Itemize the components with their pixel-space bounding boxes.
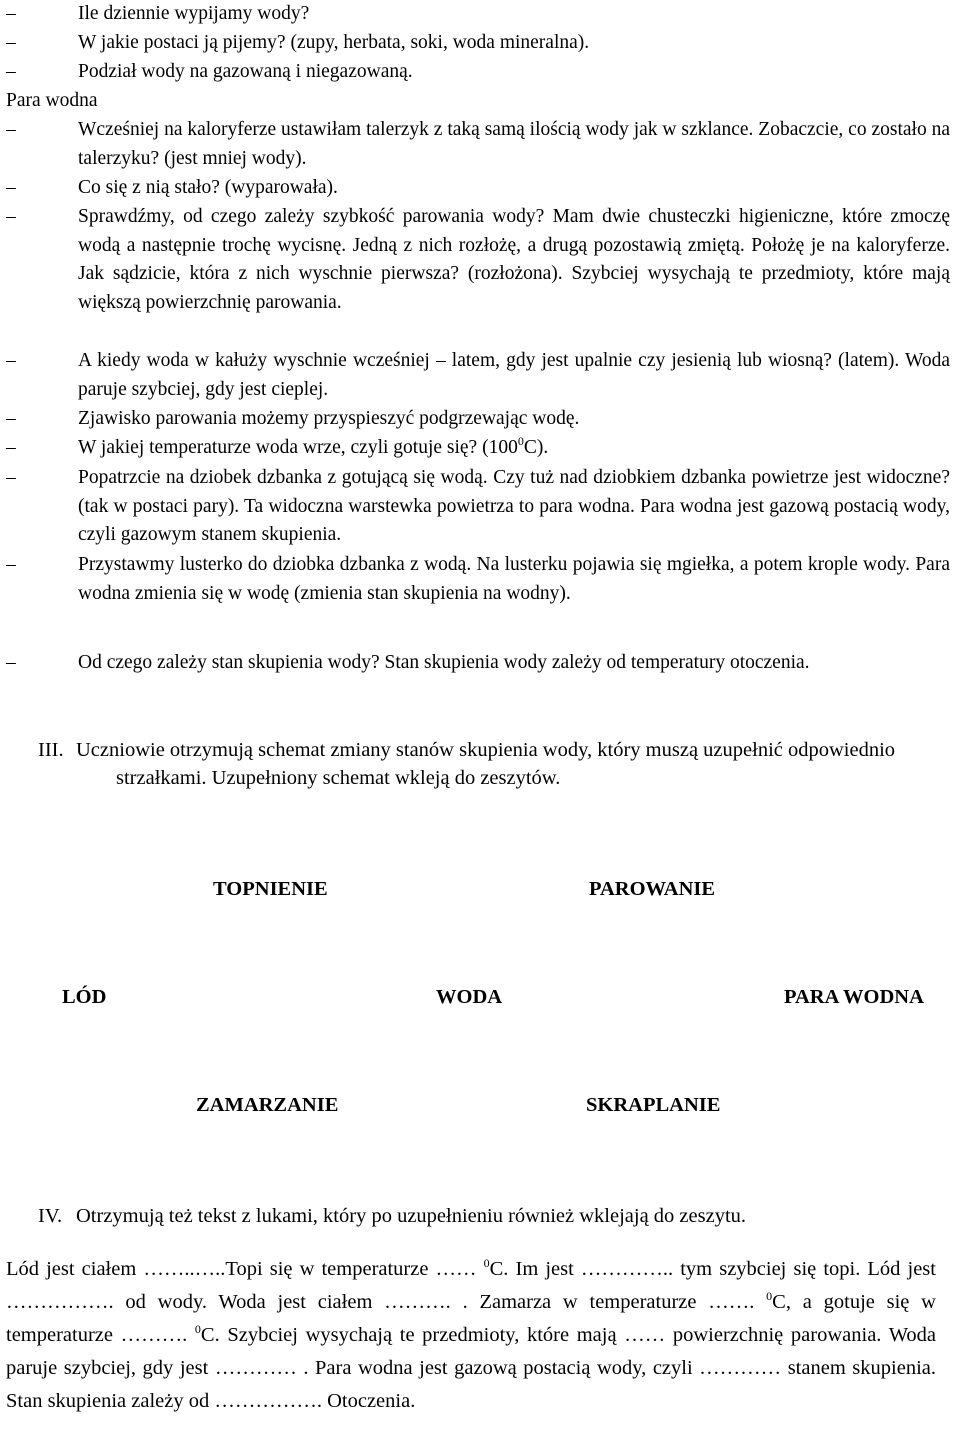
dash-bullet: – [6,408,16,429]
section-four [38,1202,953,1230]
dash-bullet: – [6,437,16,458]
list-item-text: Zjawisko parowania możemy przyspieszyć podgrzewając wodę. [78,408,580,429]
dash-bullet: – [6,177,16,198]
list-item [6,551,950,608]
list-item [6,405,950,434]
cloze-part: C, a gotuje się w temperaturze ………. [6,1291,936,1346]
label-para-wodna: PARA WODNA [784,986,924,1008]
list-item [6,434,950,463]
list-item [6,29,950,58]
list-item-text: Podział wody na gazowaną i niegazowaną. [78,61,413,82]
label-zamarzanie: ZAMARZANIE [196,1094,339,1116]
list-item [6,174,950,203]
list-item-text: Przystawmy lusterko do dziobka dzbanka z wodą. Na lusterku pojawia się mgiełka, a potem krople wody. Para wodna zmienia się w wodę (zmienia stan skupienia na wodny). [78,554,950,604]
cloze-part: Lód jest ciałem ……..…..Topi się w temperaturze …… [6,1258,484,1280]
section-three [38,736,953,792]
list-item-text: A kiedy woda w kałuży wyschnie wcześniej – latem, gdy jest upalnie czy jesienią lub wiosną? (latem). Woda paruje szybciej, gdy jest cieplej. [78,350,950,400]
dash-bullet: – [6,467,16,488]
list-item-text: Popatrzcie na dziobek dzbanka z gotującą się wodą. Czy tuż nad dziobkiem dzbanka powietrze jest widoczne? (tak w postaci pary). Ta widoczna warstewka powietrza to para wodna. Para wodna jest gazową postacią wody, czyli gazowym stanem skupienia. [78,467,950,546]
degree-superscript: 0 [194,1322,201,1336]
dash-bullet: – [6,3,16,24]
dash-bullet: – [6,652,16,673]
dash-bullet: – [6,206,16,227]
section-number: IV. [38,1205,63,1227]
list-item-text: Od czego zależy stan skupienia wody? Stan skupienia wody zależy od temperatury otoczenia. [78,652,810,673]
label-parowanie: PAROWANIE [589,878,716,900]
subheading-para-wodna: Para wodna [6,90,98,111]
degree-superscript: 0 [483,1256,490,1270]
degree-superscript: 0 [517,434,524,448]
degree-superscript: 0 [766,1289,773,1303]
cloze-paragraph [6,1253,936,1418]
list-item-text: Ile dziennie wypijamy wody? [78,3,310,24]
section-text: Otrzymują też tekst z lukami, który po uzupełnieniu również wklejają do zeszytu. [76,1205,747,1227]
list-item-text: Co się z nią stało? (wyparowała). [78,177,338,198]
section-number: III. [38,739,64,761]
list-item [6,203,950,317]
dash-bullet: – [6,61,16,82]
list-item [6,116,950,173]
dash-bullet: – [6,32,16,53]
dash-bullet: – [6,119,16,140]
label-lod: LÓD [62,986,107,1008]
list-item-text: W jakie postaci ją pijemy? (zupy, herbata, soki, woda mineralna). [78,32,590,53]
dash-bullet: – [6,554,16,575]
text-part: W jakiej temperaturze woda wrze, czyli gotuje się? (100 [78,437,518,458]
cloze-part: C. Szybciej wysychają te przedmioty, które mają …… powierzchnię parowania. Woda paruje szybciej, gdy jest ………… . Para wodna jest gazową postacią wody, czyli ………… stanem skupienia. Stan skupienia zależy od ……………. Otoczenia. [6,1324,936,1412]
list-item-text: Wcześniej na kaloryferze ustawiłam talerzyk z taką samą ilością wody jak w szklance. Zobaczcie, co zostało na talerzyku? (jest mniej wody). [78,119,950,169]
list-item [6,464,950,550]
cloze-part: C. Im jest ………….. tym szybciej się topi. Lód jest ……………. od wody. Woda jest ciałem ………. . Zamarza w temperaturze ……. [6,1258,936,1313]
list-item [6,649,950,678]
list-item-text: Sprawdźmy, od czego zależy szybkość parowania wody? Mam dwie chusteczki higieniczne, które zmoczę wodą a następnie trochę wycisnę. Jedną z nich rozłożę, a drugą pozostawią zmiętą. Położę je na kaloryferze. Jak sądzicie, która z nich wyschnie pierwsza? (rozłożona). Szybciej wysychają te przedmioty, które mają większą powierzchnię parowania. [78,206,950,313]
list-item [6,58,950,87]
label-topnienie: TOPNIENIE [213,878,328,900]
list-item [6,0,950,29]
text-part: C). [523,437,549,458]
dash-bullet: – [6,350,16,371]
list-item [6,347,950,404]
section-text: Uczniowie otrzymują schemat zmiany stanów skupienia wody, który muszą uzupełnić odpowiednio strzałkami. Uzupełniony schemat wkleją do zeszytów. [76,739,896,789]
label-woda: WODA [436,986,503,1008]
list-item-text [78,434,950,463]
label-skraplanie: SKRAPLANIE [586,1094,721,1116]
